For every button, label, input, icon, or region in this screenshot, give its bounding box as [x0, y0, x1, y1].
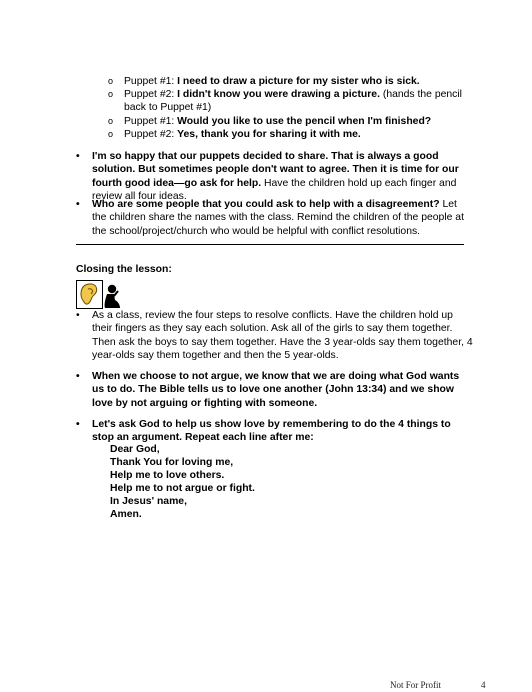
list-item: • As a class, review the four steps to resolve conflicts. Have the children hold up their fingers as they say each solution. Ask all of the girls to say them together. Then ask the boys to say them together. Have the 3 year-olds say them together, 4 year-olds say them together and then the 5 year-olds.: [76, 310, 473, 362]
bullet-icon: •: [76, 199, 80, 210]
list-item: • Let's ask God to help us show love by remembering to do the 4 things to stop an argument. Repeat each line after me:: [76, 419, 451, 444]
footer-text: Not For Profit: [390, 680, 442, 690]
bullet-icon: •: [76, 310, 80, 321]
dialogue-line: o Puppet #1: I need to draw a picture for my sister who is sick.: [108, 76, 420, 87]
dialogue-line: o Puppet #1: Would you like to use the pencil when I'm finished?: [108, 116, 432, 127]
list-item: • When we choose to not argue, we know that we are doing what God wants us to do. The Bible tells us to love one another (John 13:34) and we show love by not arguing or fighting with someone.: [76, 371, 460, 409]
circle-bullet-icon: o: [108, 116, 114, 126]
prayer-line: In Jesus' name,: [110, 496, 187, 507]
bullet-icon: •: [76, 419, 80, 430]
prayer-line: Amen.: [110, 509, 142, 520]
section-heading: Closing the lesson:: [76, 264, 172, 275]
prayer-line: Dear God,: [110, 444, 160, 455]
bullet-icon: •: [76, 371, 80, 382]
prayer-line: Thank You for loving me,: [110, 457, 234, 468]
circle-bullet-icon: o: [108, 129, 114, 139]
dialogue-line: o Puppet #2: I didn't know you were drawing a picture. (hands the pencil back to Puppet #1): [108, 89, 462, 114]
bullet-icon: •: [76, 151, 80, 162]
prayer-line: Help me to not argue or fight.: [110, 483, 255, 494]
circle-bullet-icon: o: [108, 89, 114, 99]
prayer-line: Help me to love others.: [110, 470, 225, 481]
section-divider: [76, 244, 464, 245]
dialogue-line: o Puppet #2: Yes, thank you for sharing it with me.: [108, 129, 361, 140]
circle-bullet-icon: o: [108, 76, 114, 86]
page-number: 4: [481, 680, 486, 690]
ear-and-praying-child-icon: [76, 280, 122, 310]
list-item: • Who are some people that you could ask to help with a disagreement? Let the children share the names with the class. Remind the children of the people at the school/project/church who would be helpful with conflict resolutions.: [76, 199, 464, 237]
list-item: • I'm so happy that our puppets decided to share. That is always a good solution. But sometimes people don't want to agree. Then it is time for our fourth good idea—go ask for help. Have the children hold up each finger and review all four ideas.: [76, 151, 459, 203]
